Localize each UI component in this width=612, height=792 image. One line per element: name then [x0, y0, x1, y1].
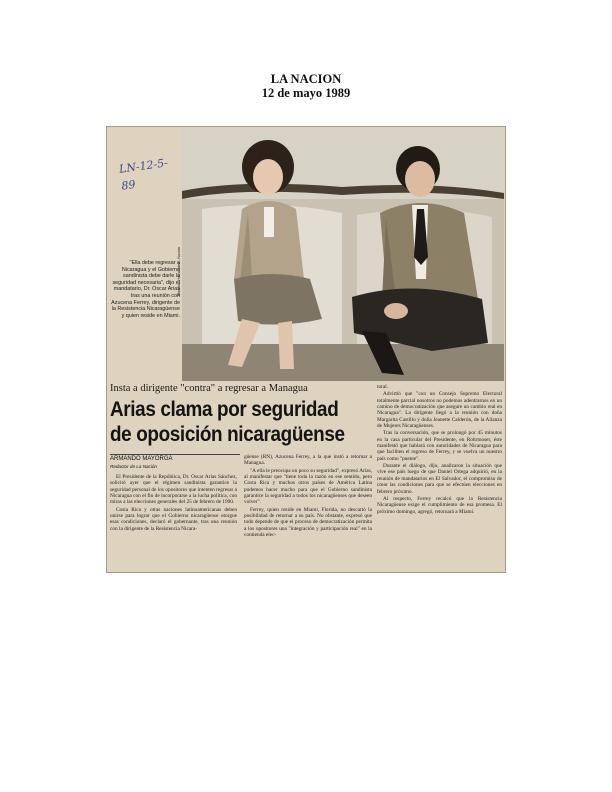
handwriting-line-2: 89 — [120, 177, 137, 193]
paragraph: toral. — [377, 384, 389, 390]
article-headline: Arias clama por seguridad de oposición nicaragüense — [110, 398, 345, 446]
paragraph: Advirtió que "con un Consejo Supremo Electoral totalmente parcial nosotros no podemos adentrarnos en un camino de democratización que asegure un cambio real en Nicaragua". La dirigente llegó a la reunión con doña Margarita Castillo y doña Jeanette Calderón, de la Alianza de Mujeres Nicaragüenses. — [377, 391, 502, 430]
article-kicker: Insta a dirigente "contra" a regresar a Managua — [110, 383, 308, 394]
article-column-2 — [244, 454, 372, 539]
publication-date: 12 de mayo 1989 — [261, 86, 351, 100]
article-column-1 — [110, 474, 237, 533]
byline-role: Redactor de La Nación — [110, 464, 157, 469]
paragraph: Ferrey, quien reside en Miami, Florida, no descartó la posibilidad de retornar a su país. No obstante, expresó que todo depende de que el proceso de democratización permita a los opositores una "integración y participación real" en la contienda elec- — [244, 506, 372, 539]
article-column-3 — [377, 384, 502, 516]
page-header — [0, 72, 612, 100]
photo-caption: "Ella debe regresar a Nicaragua y el Gobierno sandinista debe darle la seguridad necesaria", dijo el mandatario, Dr. Oscar Arias tras una reunión con Azucena Ferrey, dirigente de la Resistencia Nicaragüense y quien reside en Miami. — [111, 260, 180, 319]
handwritten-annotation — [118, 151, 192, 194]
paragraph: "A ella le preocupa un poco su seguridad", expresó Arias, al manifestar que "tiene toda la razón en ese sentido, pero Costa Rica y muchos otros países de América Latina podemos hacer mucho para que el Gobierno sandinista garantice la seguridad a todos los nicaragüenses que deseen volver". — [244, 467, 372, 506]
paragraph: Tras la conversación, que se prolongó por 45 minutos en la casa particular del Presidente, en Rohrmoser, éste manifestó que hablará con autoridades de Nicaragua para que faciliten el regreso de Ferrey, y se vuelva un nuestro país como "puente". — [377, 430, 502, 462]
paragraph: Durante el diálogo, dijo, analizaron la situación que vive ese país luego de que Daniel Ortega adquirió, en la reunión de mandatarios en El Salvador, el compromiso de crear las condiciones para que se efectúen elecciones en febrero próximo. — [377, 463, 502, 495]
photo-credit: Mauricio Hernández - Nación — [177, 246, 181, 296]
newspaper-clipping — [106, 126, 506, 573]
paragraph: güense (RN), Azucena Ferrey, a la que instó a retornar a Managua. — [244, 454, 372, 467]
publication-name: LA NACION — [270, 72, 342, 86]
handwriting-line-1: LN-12-5- — [118, 156, 169, 176]
paragraph: Al respecto, Ferrey recalcó que la Resistencia Nicaragüense exige el cumplimiento de esa promesa. El próximo domingo, agregó, retornará a Miami. — [377, 495, 502, 515]
byline — [110, 454, 240, 470]
news-photo — [182, 129, 504, 381]
paragraph: Costa Rica y otras naciones latinoamericanas deben unirse para lograr que el Gobierno nicaragüense otorgue esas condiciones, declaró el gobernante, tras una reunión con la dirigente de la Resistencia Nicara- — [110, 506, 237, 532]
photo-illustration — [182, 129, 504, 381]
paragraph: El Presidente de la República, Dr. Oscar Arias Sánchez, solicitó ayer que el régimen sandinista garantice la seguridad personal de los opositores que intenten regresar a Nicaragua con el fin de incorporarse a la lucha política, con miras a las elecciones generales del 25 de febrero de 1990. — [110, 474, 237, 506]
byline-author: ARMANDO MAYORGA — [110, 456, 173, 462]
